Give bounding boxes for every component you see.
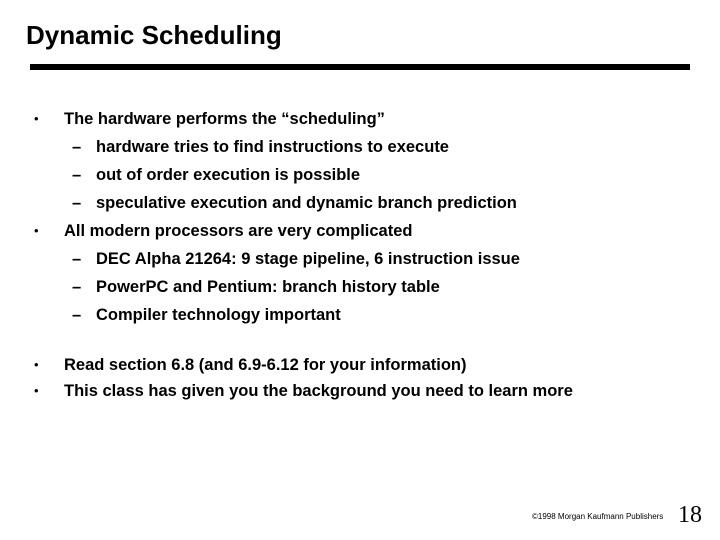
bullet-text: This class has given you the background you need to learn more (64, 382, 573, 400)
dash-glyph: – (72, 250, 82, 268)
title-rule (30, 64, 690, 70)
bullet-text: The hardware performs the “scheduling” (64, 110, 385, 128)
bullet-glyph: • (34, 383, 39, 398)
dash-glyph: – (72, 194, 82, 212)
dash-glyph: – (72, 138, 82, 156)
dash-glyph: – (72, 166, 82, 184)
copyright-notice: ©1998 Morgan Kaufmann Publishers (532, 512, 664, 521)
bullet-glyph: • (34, 223, 39, 238)
bullet-glyph: • (34, 111, 39, 126)
bullet-text: Read section 6.8 (and 6.9-6.12 for your information) (64, 356, 467, 374)
slide-title: Dynamic Scheduling (26, 20, 282, 50)
sub-item-text: Compiler technology important (96, 306, 341, 324)
dash-glyph: – (72, 278, 82, 296)
bullet-glyph: • (34, 357, 39, 372)
sub-item-text: DEC Alpha 21264: 9 stage pipeline, 6 instruction issue (96, 250, 520, 268)
sub-item-text: speculative execution and dynamic branch prediction (96, 194, 517, 212)
dash-glyph: – (72, 306, 82, 324)
bullet-text: All modern processors are very complicated (64, 222, 413, 240)
sub-item-text: PowerPC and Pentium: branch history table (96, 278, 440, 296)
sub-item-text: hardware tries to find instructions to execute (96, 138, 449, 156)
page-number: 18 (678, 502, 702, 528)
sub-item-text: out of order execution is possible (96, 166, 361, 184)
